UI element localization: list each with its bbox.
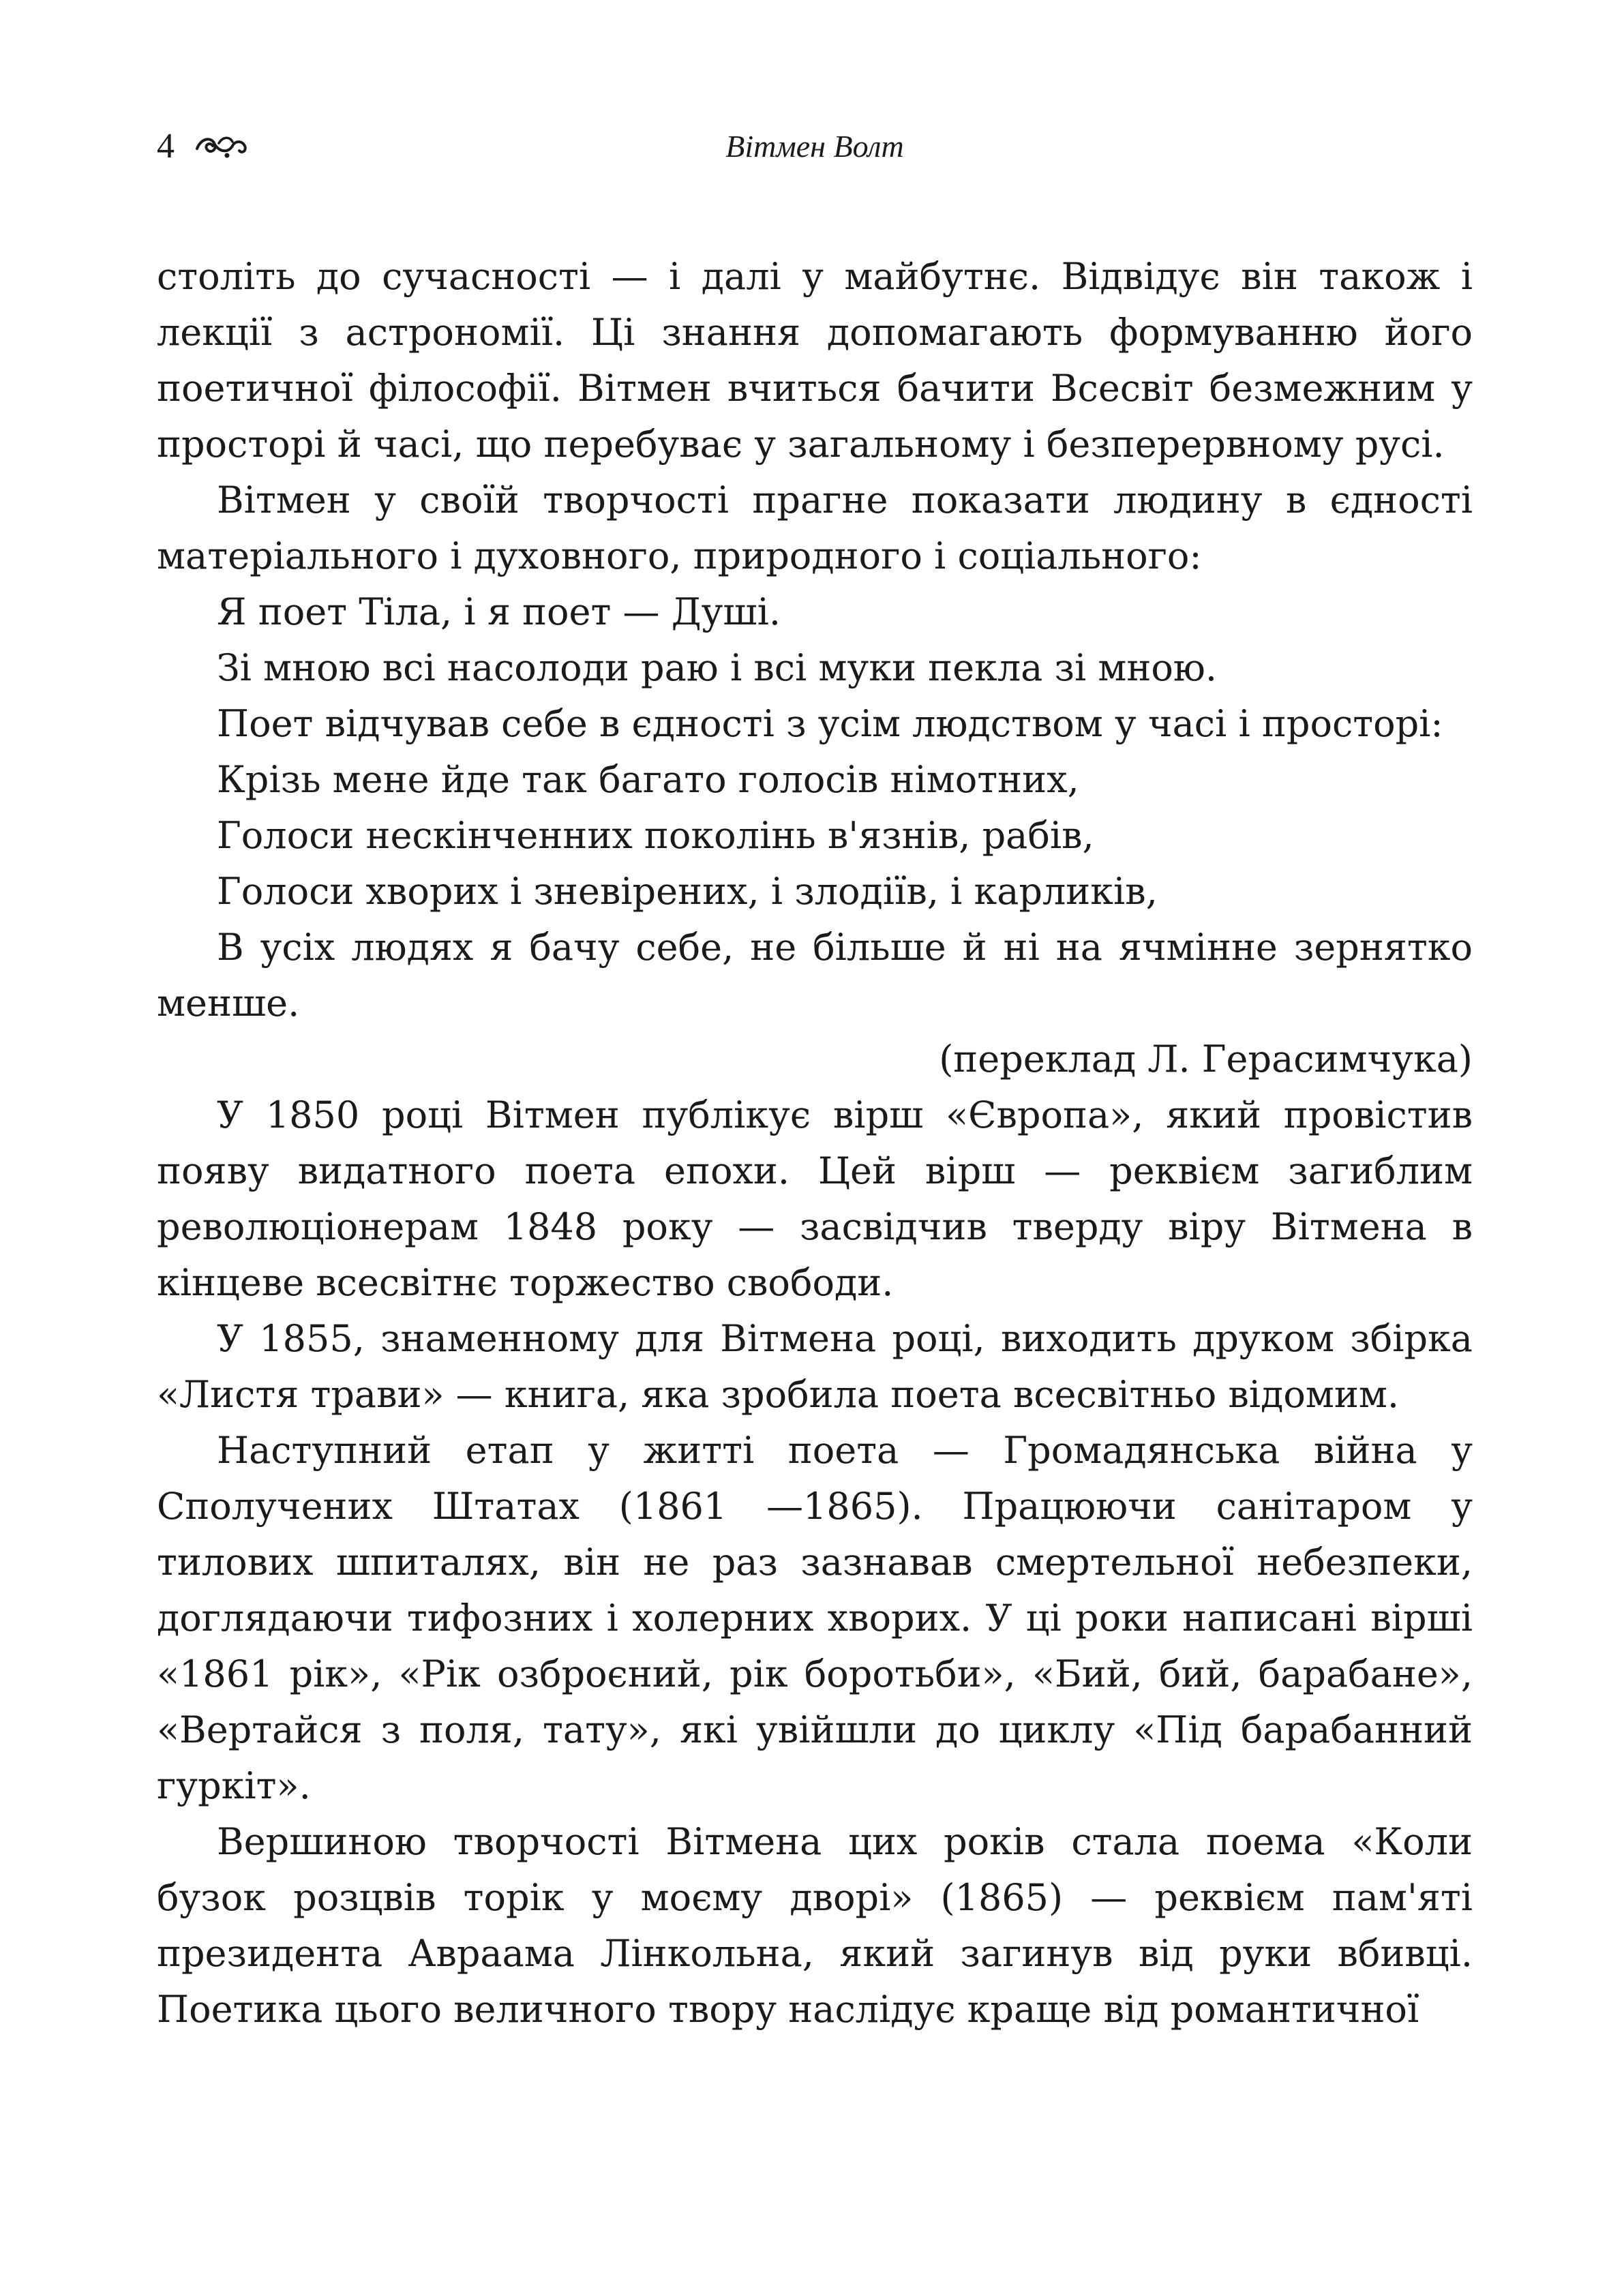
- paragraph: Наступний етап у житті поета — Громадянська війна у Сполучених Штатах (1861 —1865). Працюючи санітаром у тилових шпиталях, він не раз зазнавав смертельної небезпеки, доглядаючи тифозних і холерних хворих. У ці роки написані вірші «1861 рік», «Рік озброєний, рік боротьби», «Бий, бий, барабане», «Вертайся з поля, тату», які увійшли до циклу «Під барабанний гуркіт».: [157, 1429, 1473, 1807]
- running-title: Вітмен Волт: [725, 129, 904, 164]
- verse-line: Зі мною всі насолоди раю і всі муки пекла зі мною.: [217, 646, 1218, 689]
- paragraph: У 1850 році Вітмен публікує вірш «Європа», який провістив появу видатного поета епохи. Цей вірш — реквієм загиблим революціонерам 1848 року — засвідчив тверду віру Вітмена в кінцеве всесвітнє торжество свободи.: [157, 1093, 1473, 1304]
- body-text: [157, 249, 1473, 2038]
- verse-line: Крізь мене йде так багато голосів німотних,: [217, 758, 1079, 801]
- verse-line: Голоси нескінченних поколінь в'язнів, рабів,: [217, 814, 1094, 857]
- verse-line: В усіх людях я бачу себе, не більше й ні на ячмінне зернятко менше.: [157, 926, 1473, 1025]
- paragraph: Вершиною творчості Вітмена цих років стала поема «Коли бузок розцвів торік у моєму дворі» (1865) — реквієм пам'яті президента Авраама Лінкольна, який загинув від руки вбивці. Поетика цього величного твору наслідує краще від романтичної: [157, 1820, 1473, 2031]
- translation-attribution: (переклад Л. Герасимчука): [939, 1038, 1473, 1081]
- paragraph: Поет відчував себе в єдності з усім людством у часі і просторі:: [217, 702, 1443, 745]
- verse-line: Голоси хворих і зневірених, і злодіїв, і карликів,: [217, 870, 1158, 913]
- page-header: [157, 123, 1473, 170]
- paragraph: У 1855, знаменному для Вітмена році, виходить друком збірка «Листя трави» — книга, яка зробила поета всесвітньо відомим.: [157, 1317, 1473, 1416]
- verse-line: Я поет Тіла, і я поет — Душі.: [217, 590, 781, 633]
- paragraph: століть до сучасності — і далі у майбутнє. Відвідує він також і лекції з астрономії. Ці знання допомагають формуванню його поетичної філософії. Вітмен вчиться бачити Всесвіт безмежним у просторі й часі, що перебуває у загальному і безперервному русі.: [157, 255, 1473, 466]
- page-number: 4: [157, 127, 175, 166]
- paragraph: Вітмен у своїй творчості прагне показати людину в єдності матеріального і духовного, природного і соціального:: [157, 479, 1473, 577]
